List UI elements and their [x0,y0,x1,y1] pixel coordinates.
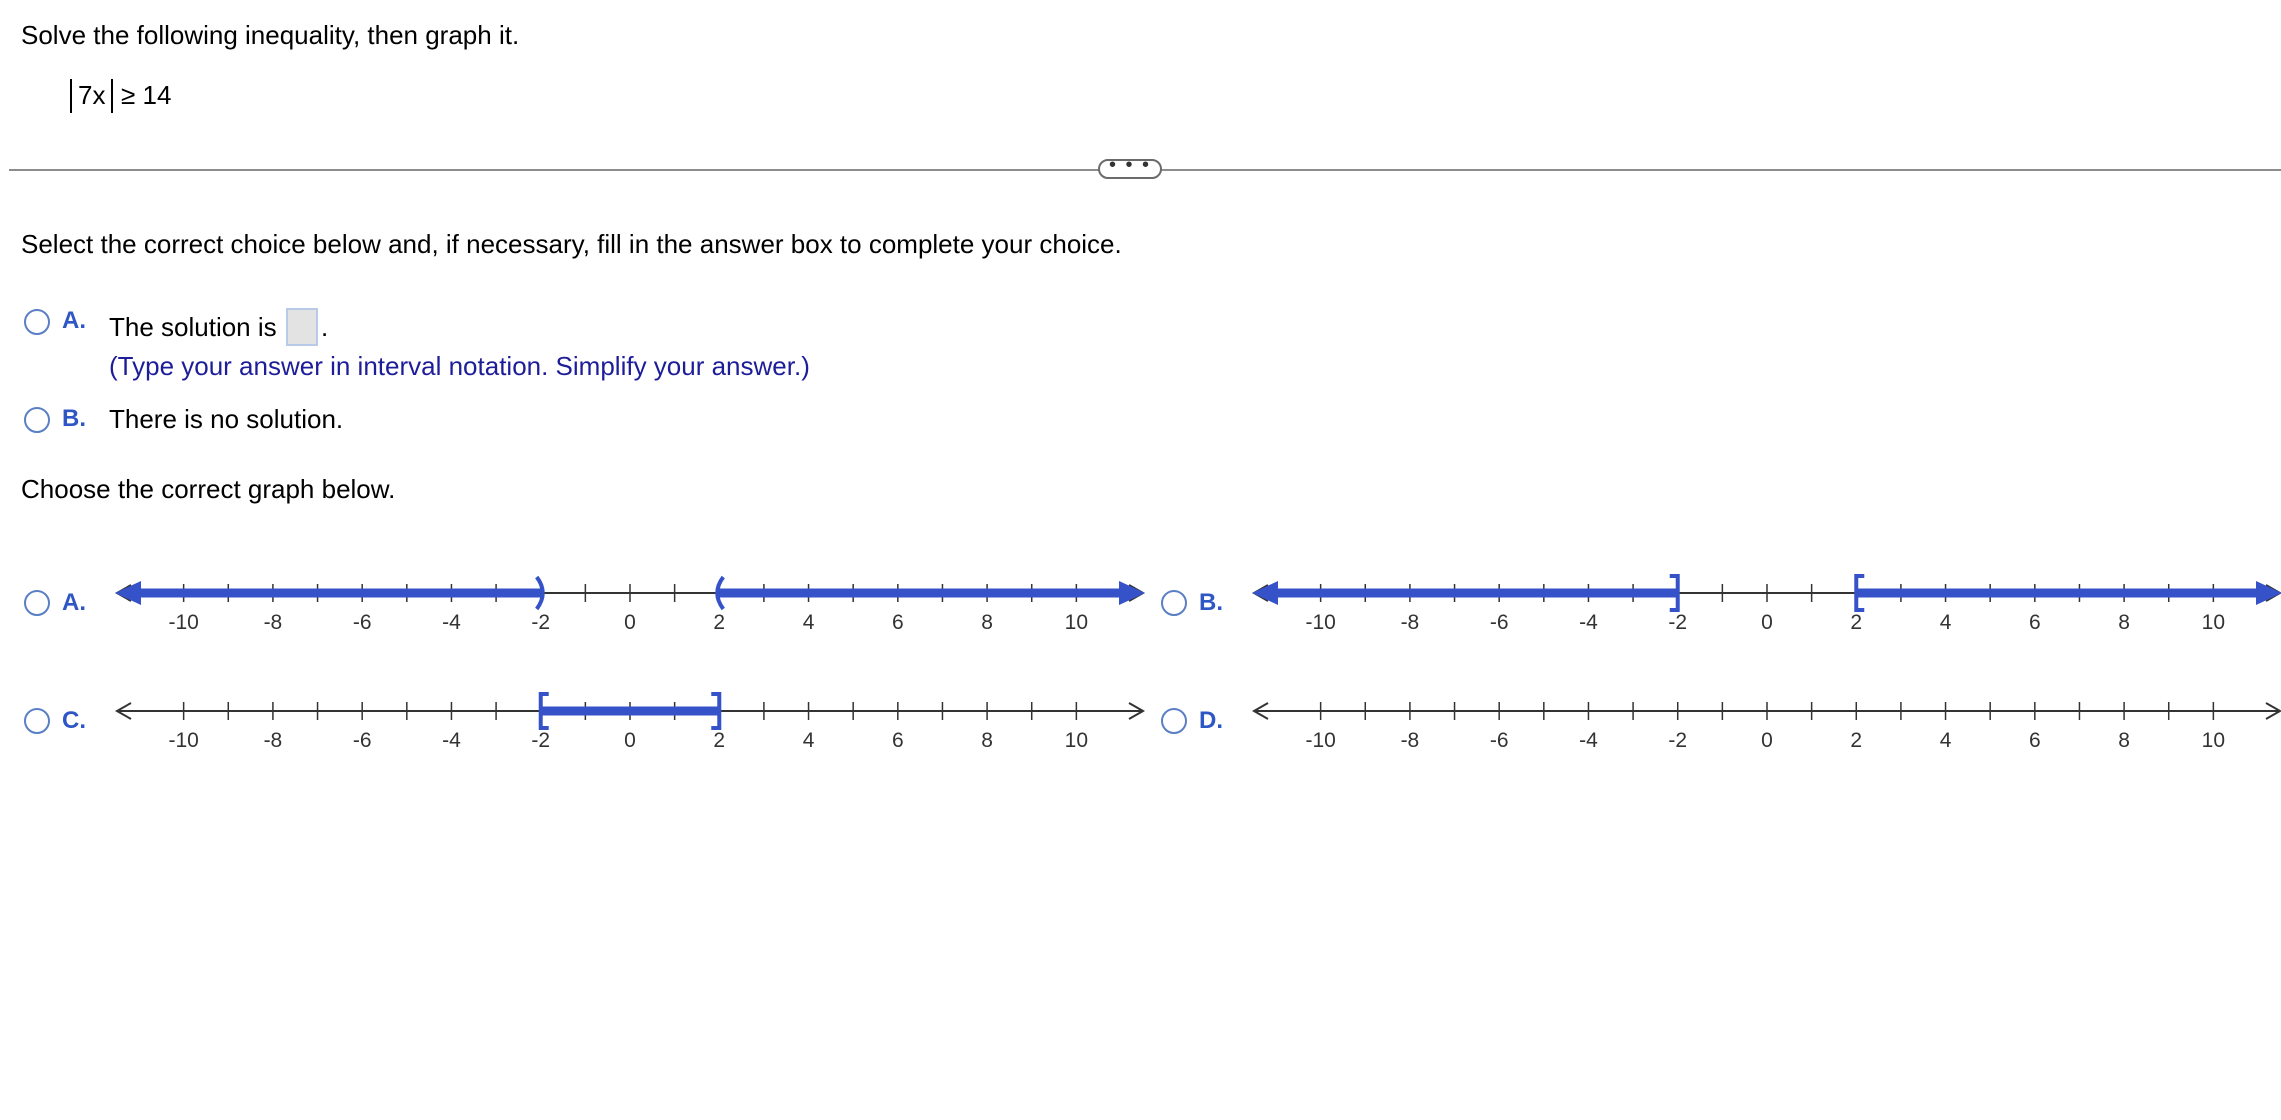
choice-a-hint: (Type your answer in interval notation. Simplify your answer.) [109,351,810,381]
choice-a-text: The solution is [109,312,277,342]
graph-c-tick-label: 2 [713,729,726,752]
graph-c-tick-label: -4 [442,729,461,752]
graph-a-tick-label: 8 [981,611,993,634]
part1-instruction: Select the correct choice below and, if necessary, fill in the answer box to complete your choice. [21,229,1122,259]
graph-a-tick-label: -2 [531,611,551,634]
graph-c-tick-label: -8 [263,729,283,752]
graph-d-tick-label: 0 [1761,729,1773,752]
graph-d-tick-label: 2 [1850,729,1863,752]
graph-b-shade-arrow-right-icon [2256,581,2281,605]
graph-a-tick-label: 4 [802,611,815,634]
graph-a-radio[interactable] [24,590,50,616]
graph-c-letter: C. [62,707,86,734]
graph-b-tick-label: -6 [1489,611,1509,634]
choice-b-letter: B. [62,405,86,432]
graph-b-letter: B. [1199,589,1223,616]
abs-inner: 7x [78,80,106,110]
graph-d-radio[interactable] [1161,708,1187,734]
abs-bar-left [70,79,72,113]
graph-b-tick-label: -4 [1579,611,1598,634]
graph-d-letter: D. [1199,707,1223,734]
graph-b-tick-label: 2 [1850,611,1863,634]
graph-c-tick-label: 10 [1064,729,1089,752]
graph-a-letter: A. [62,589,86,616]
graph-d-tick-label: -10 [1305,729,1336,752]
choice-a-letter: A. [62,307,86,334]
graph-c-number-line [105,690,1155,770]
graph-c-tick-label: -10 [168,729,199,752]
inequality-rest: ≥ 14 [121,80,172,110]
graph-b-tick-label: 4 [1939,611,1952,634]
graph-a-tick-label: -10 [168,611,199,634]
graph-a-tick-label: -8 [263,611,283,634]
graph-d-tick-label: 4 [1939,729,1952,752]
graph-b-tick-label: 0 [1761,611,1773,634]
graph-a-number-line [105,572,1155,652]
graph-c-tick-label: 4 [802,729,815,752]
graph-c-tick-label: 8 [981,729,993,752]
choice-b-radio[interactable] [24,407,50,433]
graph-d-tick-label: -4 [1579,729,1598,752]
question-instruction: Solve the following inequality, then graph it. [21,20,520,50]
ellipsis-icon: • • • [1108,154,1152,176]
graph-c-tick-label: -6 [352,729,372,752]
graph-c-tick-label: 6 [891,729,904,752]
graph-b-tick-label: 10 [2201,611,2226,634]
graph-a-tick-label: -6 [352,611,372,634]
graph-a-tick-label: 2 [713,611,726,634]
graph-b-number-line [1242,572,2281,652]
graph-a-tick-label: -4 [442,611,461,634]
graph-b-tick-label: -8 [1400,611,1420,634]
graph-c-tick-label: 0 [624,729,636,752]
graph-c-radio[interactable] [24,708,50,734]
expand-ellipsis-button[interactable] [1098,154,1162,179]
graph-d-tick-label: 10 [2201,729,2226,752]
graph-d-number-line [1242,690,2281,770]
graph-b-tick-label: 8 [2118,611,2130,634]
graph-d-tick-label: -8 [1400,729,1420,752]
graph-a-tick-label: 6 [891,611,904,634]
abs-bar-right [111,79,113,113]
choice-a-period: . [321,312,329,342]
choice-b-text: There is no solution. [109,404,344,434]
solution-answer-box[interactable] [286,308,318,346]
graph-a-shade-arrow-left-icon [115,581,141,605]
choice-a-radio[interactable] [24,309,50,335]
graph-c-tick-label: -2 [531,729,551,752]
graph-b-shade-arrow-left-icon [1252,581,1278,605]
graph-b-radio[interactable] [1161,590,1187,616]
graph-a-tick-label: 0 [624,611,636,634]
graph-b-tick-label: -10 [1305,611,1336,634]
part2-instruction: Choose the correct graph below. [21,474,396,504]
graph-b-tick-label: -2 [1668,611,1688,634]
graph-d-tick-label: -6 [1489,729,1509,752]
graph-b-tick-label: 6 [2028,611,2041,634]
graph-d-tick-label: 6 [2028,729,2041,752]
graph-a-tick-label: 10 [1064,611,1089,634]
graph-a-shade-arrow-right-icon [1119,581,1145,605]
graph-d-tick-label: 8 [2118,729,2130,752]
graph-d-tick-label: -2 [1668,729,1688,752]
